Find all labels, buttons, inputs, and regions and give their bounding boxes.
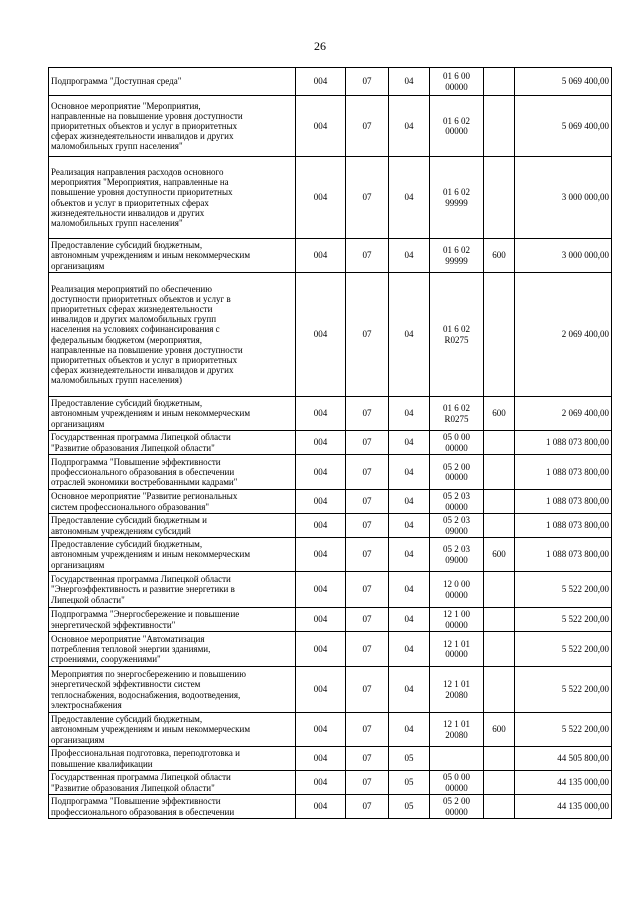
- row-target-code: 12 1 01 20080: [430, 713, 484, 747]
- row-section-code: 07: [346, 68, 389, 96]
- row-subsection-code: 04: [389, 68, 430, 96]
- row-target-code: 05 2 03 00000: [430, 490, 484, 514]
- row-amount: 1 088 073 800,00: [515, 455, 612, 490]
- row-admin-code: 004: [296, 96, 346, 157]
- row-target-code: 12 1 00 00000: [430, 608, 484, 632]
- row-target-code: 01 6 02 R0275: [430, 397, 484, 431]
- row-target-code: 01 6 02 99999: [430, 239, 484, 273]
- table-row: [49, 747, 612, 771]
- table-row: [49, 490, 612, 514]
- row-admin-code: 004: [296, 397, 346, 431]
- row-admin-code: 004: [296, 747, 346, 771]
- row-target-code: 01 6 02 R0275: [430, 273, 484, 397]
- row-section-code: 07: [346, 514, 389, 538]
- row-expense-type-code: [484, 572, 515, 608]
- row-name: Основное мероприятие "Автоматизация потребления тепловой энергии зданиями, строениями, сооружениями": [49, 632, 296, 667]
- table-row: [49, 431, 612, 455]
- row-target-code: 05 0 00 00000: [430, 771, 484, 795]
- row-target-code: 01 6 02 00000: [430, 96, 484, 157]
- row-subsection-code: 04: [389, 431, 430, 455]
- row-expense-type-code: [484, 747, 515, 771]
- row-amount: 3 000 000,00: [515, 239, 612, 273]
- row-target-code: 05 2 00 00000: [430, 795, 484, 819]
- row-amount: 1 088 073 800,00: [515, 538, 612, 572]
- row-name: Предоставление субсидий бюджетным, автономным учреждениям и иным некоммерческим организациям: [49, 397, 296, 431]
- row-section-code: 07: [346, 490, 389, 514]
- page-number: 26: [314, 39, 326, 53]
- row-admin-code: 004: [296, 157, 346, 239]
- row-amount: 5 522 200,00: [515, 608, 612, 632]
- row-name: Подпрограмма "Повышение эффективности профессионального образования в обеспечении: [49, 795, 296, 819]
- row-expense-type-code: [484, 96, 515, 157]
- table-row: [49, 572, 612, 608]
- row-expense-type-code: [484, 514, 515, 538]
- row-name: Профессиональная подготовка, переподготовка и повышение квалификации: [49, 747, 296, 771]
- row-section-code: 07: [346, 455, 389, 490]
- row-expense-type-code: [484, 795, 515, 819]
- table-row: [49, 667, 612, 713]
- row-expense-type-code: [484, 608, 515, 632]
- row-target-code: 12 1 01 20080: [430, 667, 484, 713]
- row-target-code: 05 2 03 09000: [430, 514, 484, 538]
- row-name: Реализация мероприятий по обеспечению доступности приоритетных объектов и услуг в приоритетных сферах жизнедеятельности инвалидов и других маломобильных групп населения на условиях софинансирования с федеральным бюджетом (мероприятия, направленные на повышение уровня доступности приоритетных объектов и услуг в приоритетных сферах жизнедеятельности инвалидов и других маломобильных групп населения): [49, 273, 296, 397]
- row-expense-type-code: [484, 490, 515, 514]
- row-admin-code: 004: [296, 713, 346, 747]
- row-amount: 1 088 073 800,00: [515, 431, 612, 455]
- row-section-code: 07: [346, 273, 389, 397]
- row-target-code: [430, 747, 484, 771]
- row-name: Подпрограмма "Доступная среда": [49, 68, 296, 96]
- row-section-code: 07: [346, 431, 389, 455]
- row-name: Основное мероприятие "Мероприятия, направленные на повышение уровня доступности приоритетных объектов и услуг в приоритетных сферах жизнедеятельности инвалидов и других маломобильных групп населения": [49, 96, 296, 157]
- row-subsection-code: 04: [389, 632, 430, 667]
- row-amount: 3 000 000,00: [515, 157, 612, 239]
- row-subsection-code: 04: [389, 667, 430, 713]
- row-subsection-code: 04: [389, 713, 430, 747]
- row-admin-code: 004: [296, 431, 346, 455]
- row-name: Государственная программа Липецкой области "Энергоэффективность и развитие энергетики в Липецкой области": [49, 572, 296, 608]
- row-amount: 5 522 200,00: [515, 572, 612, 608]
- table-row: [49, 538, 612, 572]
- row-subsection-code: 04: [389, 455, 430, 490]
- row-admin-code: 004: [296, 795, 346, 819]
- row-target-code: 01 6 00 00000: [430, 68, 484, 96]
- row-subsection-code: 04: [389, 608, 430, 632]
- row-admin-code: 004: [296, 490, 346, 514]
- row-amount: 44 135 000,00: [515, 795, 612, 819]
- row-target-code: 05 2 00 00000: [430, 455, 484, 490]
- row-subsection-code: 04: [389, 239, 430, 273]
- table-row: [49, 455, 612, 490]
- table-row: [49, 632, 612, 667]
- row-admin-code: 004: [296, 239, 346, 273]
- row-subsection-code: 05: [389, 747, 430, 771]
- row-name: Мероприятия по энергосбережению и повышению энергетической эффективности систем теплоснабжения, водоснабжения, водоотведения, электроснабжения: [49, 667, 296, 713]
- row-target-code: 12 0 00 00000: [430, 572, 484, 608]
- table-row: [49, 795, 612, 819]
- table-row: [49, 239, 612, 273]
- row-subsection-code: 04: [389, 538, 430, 572]
- row-amount: 2 069 400,00: [515, 397, 612, 431]
- row-name: Подпрограмма "Повышение эффективности профессионального образования в обеспечении отраслей экономики востребованными кадрами": [49, 455, 296, 490]
- table-body: [49, 68, 612, 819]
- row-expense-type-code: [484, 157, 515, 239]
- row-expense-type-code: 600: [484, 239, 515, 273]
- row-section-code: 07: [346, 608, 389, 632]
- row-admin-code: 004: [296, 632, 346, 667]
- row-subsection-code: 04: [389, 490, 430, 514]
- table-row: [49, 713, 612, 747]
- table-row: [49, 397, 612, 431]
- row-expense-type-code: [484, 273, 515, 397]
- row-admin-code: 004: [296, 68, 346, 96]
- row-section-code: 07: [346, 157, 389, 239]
- row-section-code: 07: [346, 713, 389, 747]
- row-amount: 5 069 400,00: [515, 96, 612, 157]
- row-expense-type-code: 600: [484, 538, 515, 572]
- row-admin-code: 004: [296, 455, 346, 490]
- table-row: [49, 608, 612, 632]
- row-section-code: 07: [346, 747, 389, 771]
- row-amount: 5 522 200,00: [515, 713, 612, 747]
- row-expense-type-code: 600: [484, 713, 515, 747]
- row-expense-type-code: [484, 431, 515, 455]
- row-amount: 2 069 400,00: [515, 273, 612, 397]
- row-subsection-code: 04: [389, 157, 430, 239]
- table-row: [49, 273, 612, 397]
- row-expense-type-code: [484, 667, 515, 713]
- row-expense-type-code: 600: [484, 397, 515, 431]
- row-admin-code: 004: [296, 608, 346, 632]
- row-section-code: 07: [346, 538, 389, 572]
- row-subsection-code: 04: [389, 96, 430, 157]
- row-section-code: 07: [346, 397, 389, 431]
- row-subsection-code: 04: [389, 514, 430, 538]
- row-amount: 1 088 073 800,00: [515, 514, 612, 538]
- row-target-code: 01 6 02 99999: [430, 157, 484, 239]
- row-section-code: 07: [346, 572, 389, 608]
- row-name: Основное мероприятие "Развитие региональных систем профессионального образования": [49, 490, 296, 514]
- row-section-code: 07: [346, 795, 389, 819]
- row-section-code: 07: [346, 667, 389, 713]
- row-subsection-code: 04: [389, 397, 430, 431]
- row-name: Предоставление субсидий бюджетным, автономным учреждениям и иным некоммерческим организациям: [49, 538, 296, 572]
- row-admin-code: 004: [296, 572, 346, 608]
- row-expense-type-code: [484, 771, 515, 795]
- row-name: Государственная программа Липецкой области "Развитие образования Липецкой области": [49, 431, 296, 455]
- table-row: [49, 68, 612, 96]
- row-amount: 5 069 400,00: [515, 68, 612, 96]
- budget-table: [48, 67, 612, 819]
- row-amount: 44 505 800,00: [515, 747, 612, 771]
- row-target-code: 05 2 03 09000: [430, 538, 484, 572]
- row-section-code: 07: [346, 632, 389, 667]
- row-amount: 5 522 200,00: [515, 632, 612, 667]
- row-section-code: 07: [346, 239, 389, 273]
- row-admin-code: 004: [296, 771, 346, 795]
- row-name: Реализация направления расходов основного мероприятия "Мероприятия, направленные на повышение уровня доступности приоритетных объектов и услуг в приоритетных сферах жизнедеятельности инвалидов и других маломобильных групп населения": [49, 157, 296, 239]
- table-row: [49, 157, 612, 239]
- table-row: [49, 771, 612, 795]
- table-row: [49, 96, 612, 157]
- row-target-code: 12 1 01 00000: [430, 632, 484, 667]
- row-expense-type-code: [484, 68, 515, 96]
- row-name: Предоставление субсидий бюджетным и автономным учреждениям субсидий: [49, 514, 296, 538]
- row-section-code: 07: [346, 96, 389, 157]
- row-subsection-code: 04: [389, 572, 430, 608]
- row-subsection-code: 05: [389, 795, 430, 819]
- row-amount: 5 522 200,00: [515, 667, 612, 713]
- row-name: Государственная программа Липецкой области "Развитие образования Липецкой области": [49, 771, 296, 795]
- row-admin-code: 004: [296, 273, 346, 397]
- row-expense-type-code: [484, 455, 515, 490]
- row-expense-type-code: [484, 632, 515, 667]
- row-subsection-code: 05: [389, 771, 430, 795]
- row-target-code: 05 0 00 00000: [430, 431, 484, 455]
- row-amount: 44 135 000,00: [515, 771, 612, 795]
- table-row: [49, 514, 612, 538]
- row-name: Подпрограмма "Энергосбережение и повышение энергетической эффективности": [49, 608, 296, 632]
- row-subsection-code: 04: [389, 273, 430, 397]
- row-admin-code: 004: [296, 667, 346, 713]
- row-name: Предоставление субсидий бюджетным, автономным учреждениям и иным некоммерческим организациям: [49, 239, 296, 273]
- row-admin-code: 004: [296, 538, 346, 572]
- row-admin-code: 004: [296, 514, 346, 538]
- row-section-code: 07: [346, 771, 389, 795]
- row-amount: 1 088 073 800,00: [515, 490, 612, 514]
- row-name: Предоставление субсидий бюджетным, автономным учреждениям и иным некоммерческим организациям: [49, 713, 296, 747]
